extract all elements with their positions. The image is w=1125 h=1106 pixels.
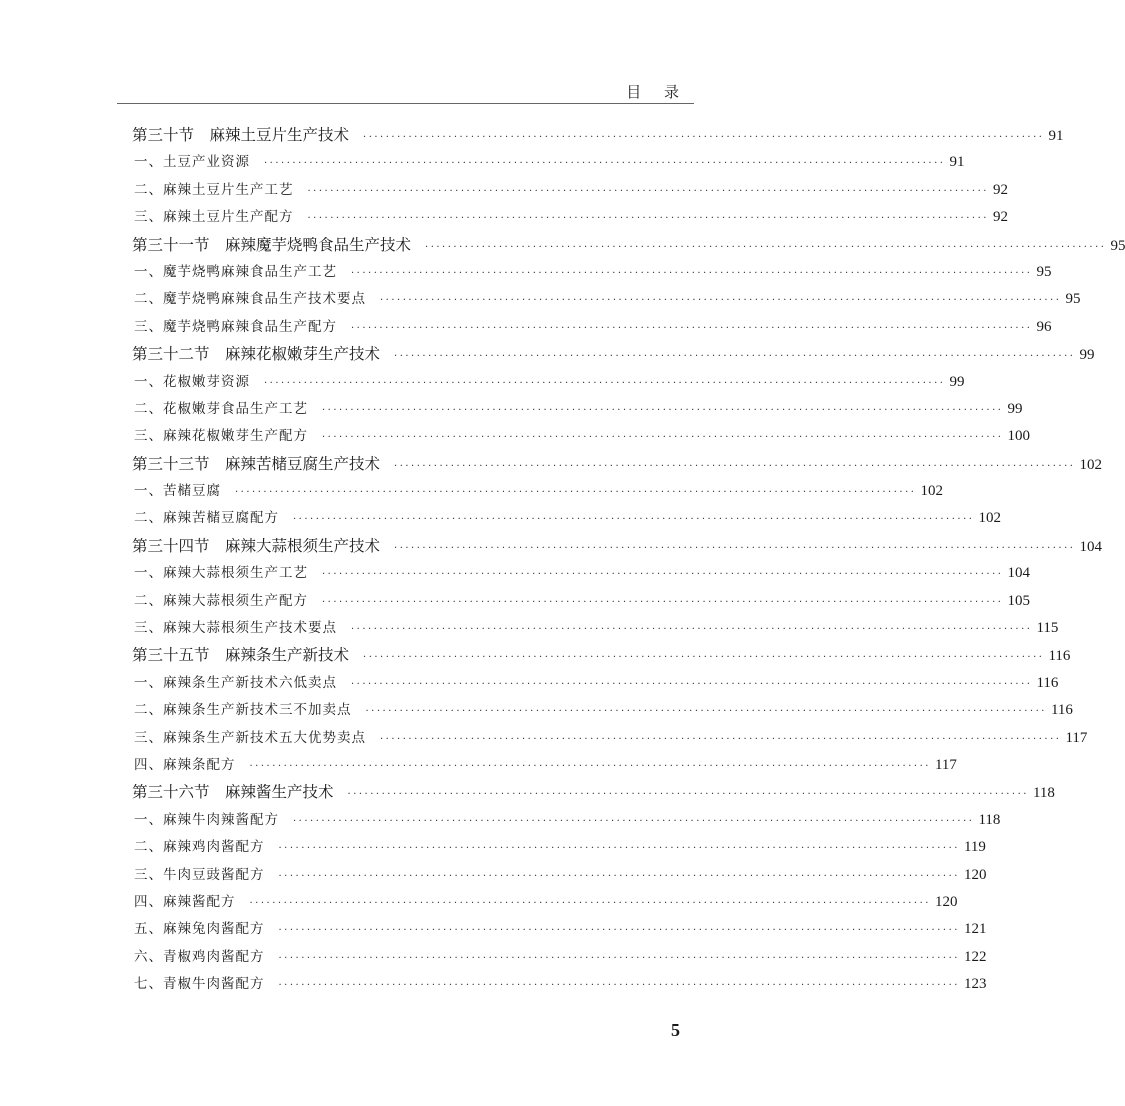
dot-leader: ························································································································ [278, 870, 960, 882]
toc-entry-label: 二、麻辣土豆片生产工艺 [134, 181, 294, 198]
toc-entry-label: 二、魔芋烧鸭麻辣食品生产技术要点 [134, 291, 366, 308]
toc-entry-label: 第三十节 麻辣土豆片生产技术 [132, 126, 350, 144]
toc-entry-page: 91 [949, 154, 965, 171]
toc-entry-label: 第三十三节 麻辣苦槠豆腐生产技术 [132, 454, 381, 473]
toc-entry-label: 五、麻辣兔肉酱配方 [134, 921, 265, 938]
toc-item-row[interactable] [132, 314, 1052, 341]
header-rule [117, 103, 694, 104]
toc-section-row[interactable] [132, 451, 1102, 478]
toc-entry-page: 120 [963, 866, 987, 883]
toc-section-row[interactable] [132, 779, 1055, 806]
toc-entry-label: 一、花椒嫩芽资源 [134, 373, 250, 390]
toc-entry-page: 91 [1048, 128, 1064, 144]
toc-item-row[interactable] [132, 588, 1030, 615]
dot-leader: ························································································································ [307, 213, 989, 225]
dot-leader: ························································································································ [322, 569, 1004, 581]
toc-entry-label: 四、麻辣酱配方 [134, 893, 236, 910]
toc-item-row[interactable] [132, 149, 965, 176]
toc-item-row[interactable] [132, 807, 1001, 834]
toc-entry-label: 二、麻辣大蒜根须生产配方 [134, 592, 308, 609]
toc-item-row[interactable] [132, 971, 987, 998]
toc-entry-page: 119 [963, 839, 986, 856]
toc-entry-page: 102 [920, 483, 943, 500]
dot-leader: ························································································································ [249, 760, 931, 772]
dot-leader: ························································································································ [322, 404, 1004, 416]
toc-entry-label: 一、魔芋烧鸭麻辣食品生产工艺 [134, 263, 337, 280]
dot-leader: ························································································································ [322, 596, 1004, 608]
dot-leader: ························································································································ [293, 815, 975, 827]
toc-item-row[interactable] [132, 560, 1030, 587]
dot-leader: ························································································································ [264, 158, 946, 170]
dot-leader: ························································································································ [307, 185, 989, 197]
page-number: 5 [671, 1020, 680, 1040]
toc-entry-page: 102 [1079, 456, 1102, 473]
toc-entry-label: 二、麻辣苦槠豆腐配方 [134, 510, 279, 527]
toc-entry-label: 三、麻辣土豆片生产配方 [134, 209, 294, 226]
toc-entry-page: 123 [963, 976, 987, 993]
toc-entry-page: 105 [1007, 592, 1030, 609]
toc-entry-page: 118 [978, 811, 1001, 828]
dot-leader: ························································································································ [365, 706, 1047, 718]
toc-item-row[interactable] [132, 286, 1081, 313]
toc-entry-page: 92 [992, 181, 1008, 198]
toc-entry-label: 一、麻辣大蒜根须生产工艺 [134, 565, 308, 582]
toc-entry-page: 99 [949, 373, 965, 390]
toc-item-row[interactable] [132, 944, 987, 971]
toc-section-row[interactable] [132, 341, 1095, 368]
toc-entry-page: 99 [1079, 347, 1095, 364]
toc-entry-page: 102 [978, 510, 1001, 527]
toc-item-row[interactable] [132, 725, 1088, 752]
toc-entry-page: 116 [1050, 702, 1073, 719]
toc-item-row[interactable] [132, 862, 987, 889]
toc-section-row[interactable] [132, 642, 1071, 669]
dot-leader: ························································································································ [278, 980, 960, 992]
toc-entry-page: 95 [1036, 263, 1052, 280]
toc-entry-label: 三、麻辣条生产新技术五大优势卖点 [134, 729, 366, 746]
toc-section-row[interactable] [132, 232, 1125, 259]
dot-leader: ························································································································ [249, 897, 931, 909]
toc-entry-label: 三、魔芋烧鸭麻辣食品生产配方 [134, 318, 337, 335]
dot-leader: ························································································································ [278, 952, 960, 964]
toc-section-row[interactable] [132, 122, 1064, 149]
dot-leader: ························································································································ [351, 267, 1033, 279]
dot-leader: ························································································································ [351, 624, 1033, 636]
toc-entry-page: 95 [1065, 291, 1081, 308]
toc-entry-page: 121 [963, 921, 987, 938]
toc-entry-label: 三、牛肉豆豉酱配方 [134, 866, 265, 883]
toc-entry-page: 120 [934, 893, 958, 910]
toc-entry-label: 六、青椒鸡肉酱配方 [134, 948, 265, 965]
dot-leader: ························································································································ [278, 925, 960, 937]
dot-leader: ························································································································ [347, 789, 1029, 801]
toc-entry-label: 第三十四节 麻辣大蒜根须生产技术 [132, 536, 381, 555]
table-of-contents [132, 122, 1125, 999]
toc-entry-page: 122 [963, 948, 987, 965]
dot-leader: ························································································································ [394, 351, 1076, 363]
dot-leader: ························································································································ [394, 460, 1076, 472]
toc-item-row[interactable] [132, 916, 987, 943]
toc-entry-page: 116 [1048, 648, 1071, 665]
dot-leader: ························································································································ [363, 132, 1045, 143]
toc-item-row[interactable] [132, 615, 1059, 642]
toc-entry-page: 115 [1036, 620, 1059, 637]
dot-leader: ························································································································ [394, 542, 1076, 554]
toc-entry-label: 三、麻辣大蒜根须生产技术要点 [134, 620, 337, 637]
dot-leader: ························································································································ [235, 487, 917, 499]
toc-entry-label: 第三十二节 麻辣花椒嫩芽生产技术 [132, 345, 381, 364]
toc-entry-page: 118 [1032, 785, 1055, 802]
toc-entry-label: 一、苦槠豆腐 [134, 483, 221, 500]
toc-entry-label: 一、麻辣条生产新技术六低卖点 [134, 674, 337, 691]
toc-section-row[interactable] [132, 533, 1102, 560]
dot-leader: ························································································································ [351, 322, 1033, 334]
toc-entry-page: 116 [1036, 674, 1059, 691]
toc-item-row[interactable] [132, 396, 1023, 423]
toc-item-row[interactable] [132, 670, 1059, 697]
dot-leader: ························································································································ [351, 678, 1033, 690]
toc-item-row[interactable] [132, 697, 1073, 724]
dot-leader: ························································································································ [264, 377, 946, 389]
dot-leader: ························································································································ [380, 733, 1062, 745]
toc-entry-page: 117 [934, 756, 957, 773]
toc-entry-label: 一、土豆产业资源 [134, 154, 250, 171]
toc-entry-label: 四、麻辣条配方 [134, 756, 236, 773]
dot-leader: ························································································································ [380, 295, 1062, 307]
toc-entry-page: 96 [1036, 318, 1052, 335]
dot-leader: ························································································································ [322, 432, 1004, 444]
toc-item-row[interactable] [132, 834, 986, 861]
toc-item-row[interactable] [132, 204, 1008, 231]
toc-entry-page: 100 [1007, 428, 1030, 445]
toc-entry-page: 95 [1110, 237, 1125, 254]
toc-entry-label: 二、麻辣条生产新技术三不加卖点 [134, 702, 352, 719]
toc-entry-page: 99 [1007, 400, 1023, 417]
toc-entry-label: 第三十五节 麻辣条生产新技术 [132, 646, 350, 665]
toc-entry-page: 92 [992, 209, 1008, 226]
toc-item-row[interactable] [132, 478, 943, 505]
toc-entry-page: 104 [1079, 538, 1102, 555]
toc-item-row[interactable] [132, 177, 1008, 204]
dot-leader: ························································································································ [425, 241, 1107, 253]
toc-item-row[interactable] [132, 752, 957, 779]
toc-entry-label: 二、麻辣鸡肉酱配方 [134, 839, 265, 856]
dot-leader: ························································································································ [363, 652, 1045, 664]
toc-entry-label: 三、麻辣花椒嫩芽生产配方 [134, 428, 308, 445]
toc-item-row[interactable] [132, 505, 1001, 532]
toc-entry-label: 二、花椒嫩芽食品生产工艺 [134, 400, 308, 417]
toc-entry-page: 104 [1007, 565, 1030, 582]
toc-entry-label: 第三十六节 麻辣酱生产技术 [132, 783, 334, 802]
toc-entry-label: 一、麻辣牛肉辣酱配方 [134, 811, 279, 828]
toc-item-row[interactable] [132, 259, 1052, 286]
toc-entry-label: 七、青椒牛肉酱配方 [134, 976, 265, 993]
dot-leader: ························································································································ [293, 514, 975, 526]
toc-item-row[interactable] [132, 423, 1030, 450]
toc-entry-label: 第三十一节 麻辣魔芋烧鸭食品生产技术 [132, 235, 412, 254]
toc-entry-page: 117 [1065, 729, 1088, 746]
toc-item-row[interactable] [132, 889, 958, 916]
dot-leader: ························································································································ [278, 843, 960, 855]
toc-item-row[interactable] [132, 369, 965, 396]
running-header-title: 目 录 [626, 83, 688, 101]
